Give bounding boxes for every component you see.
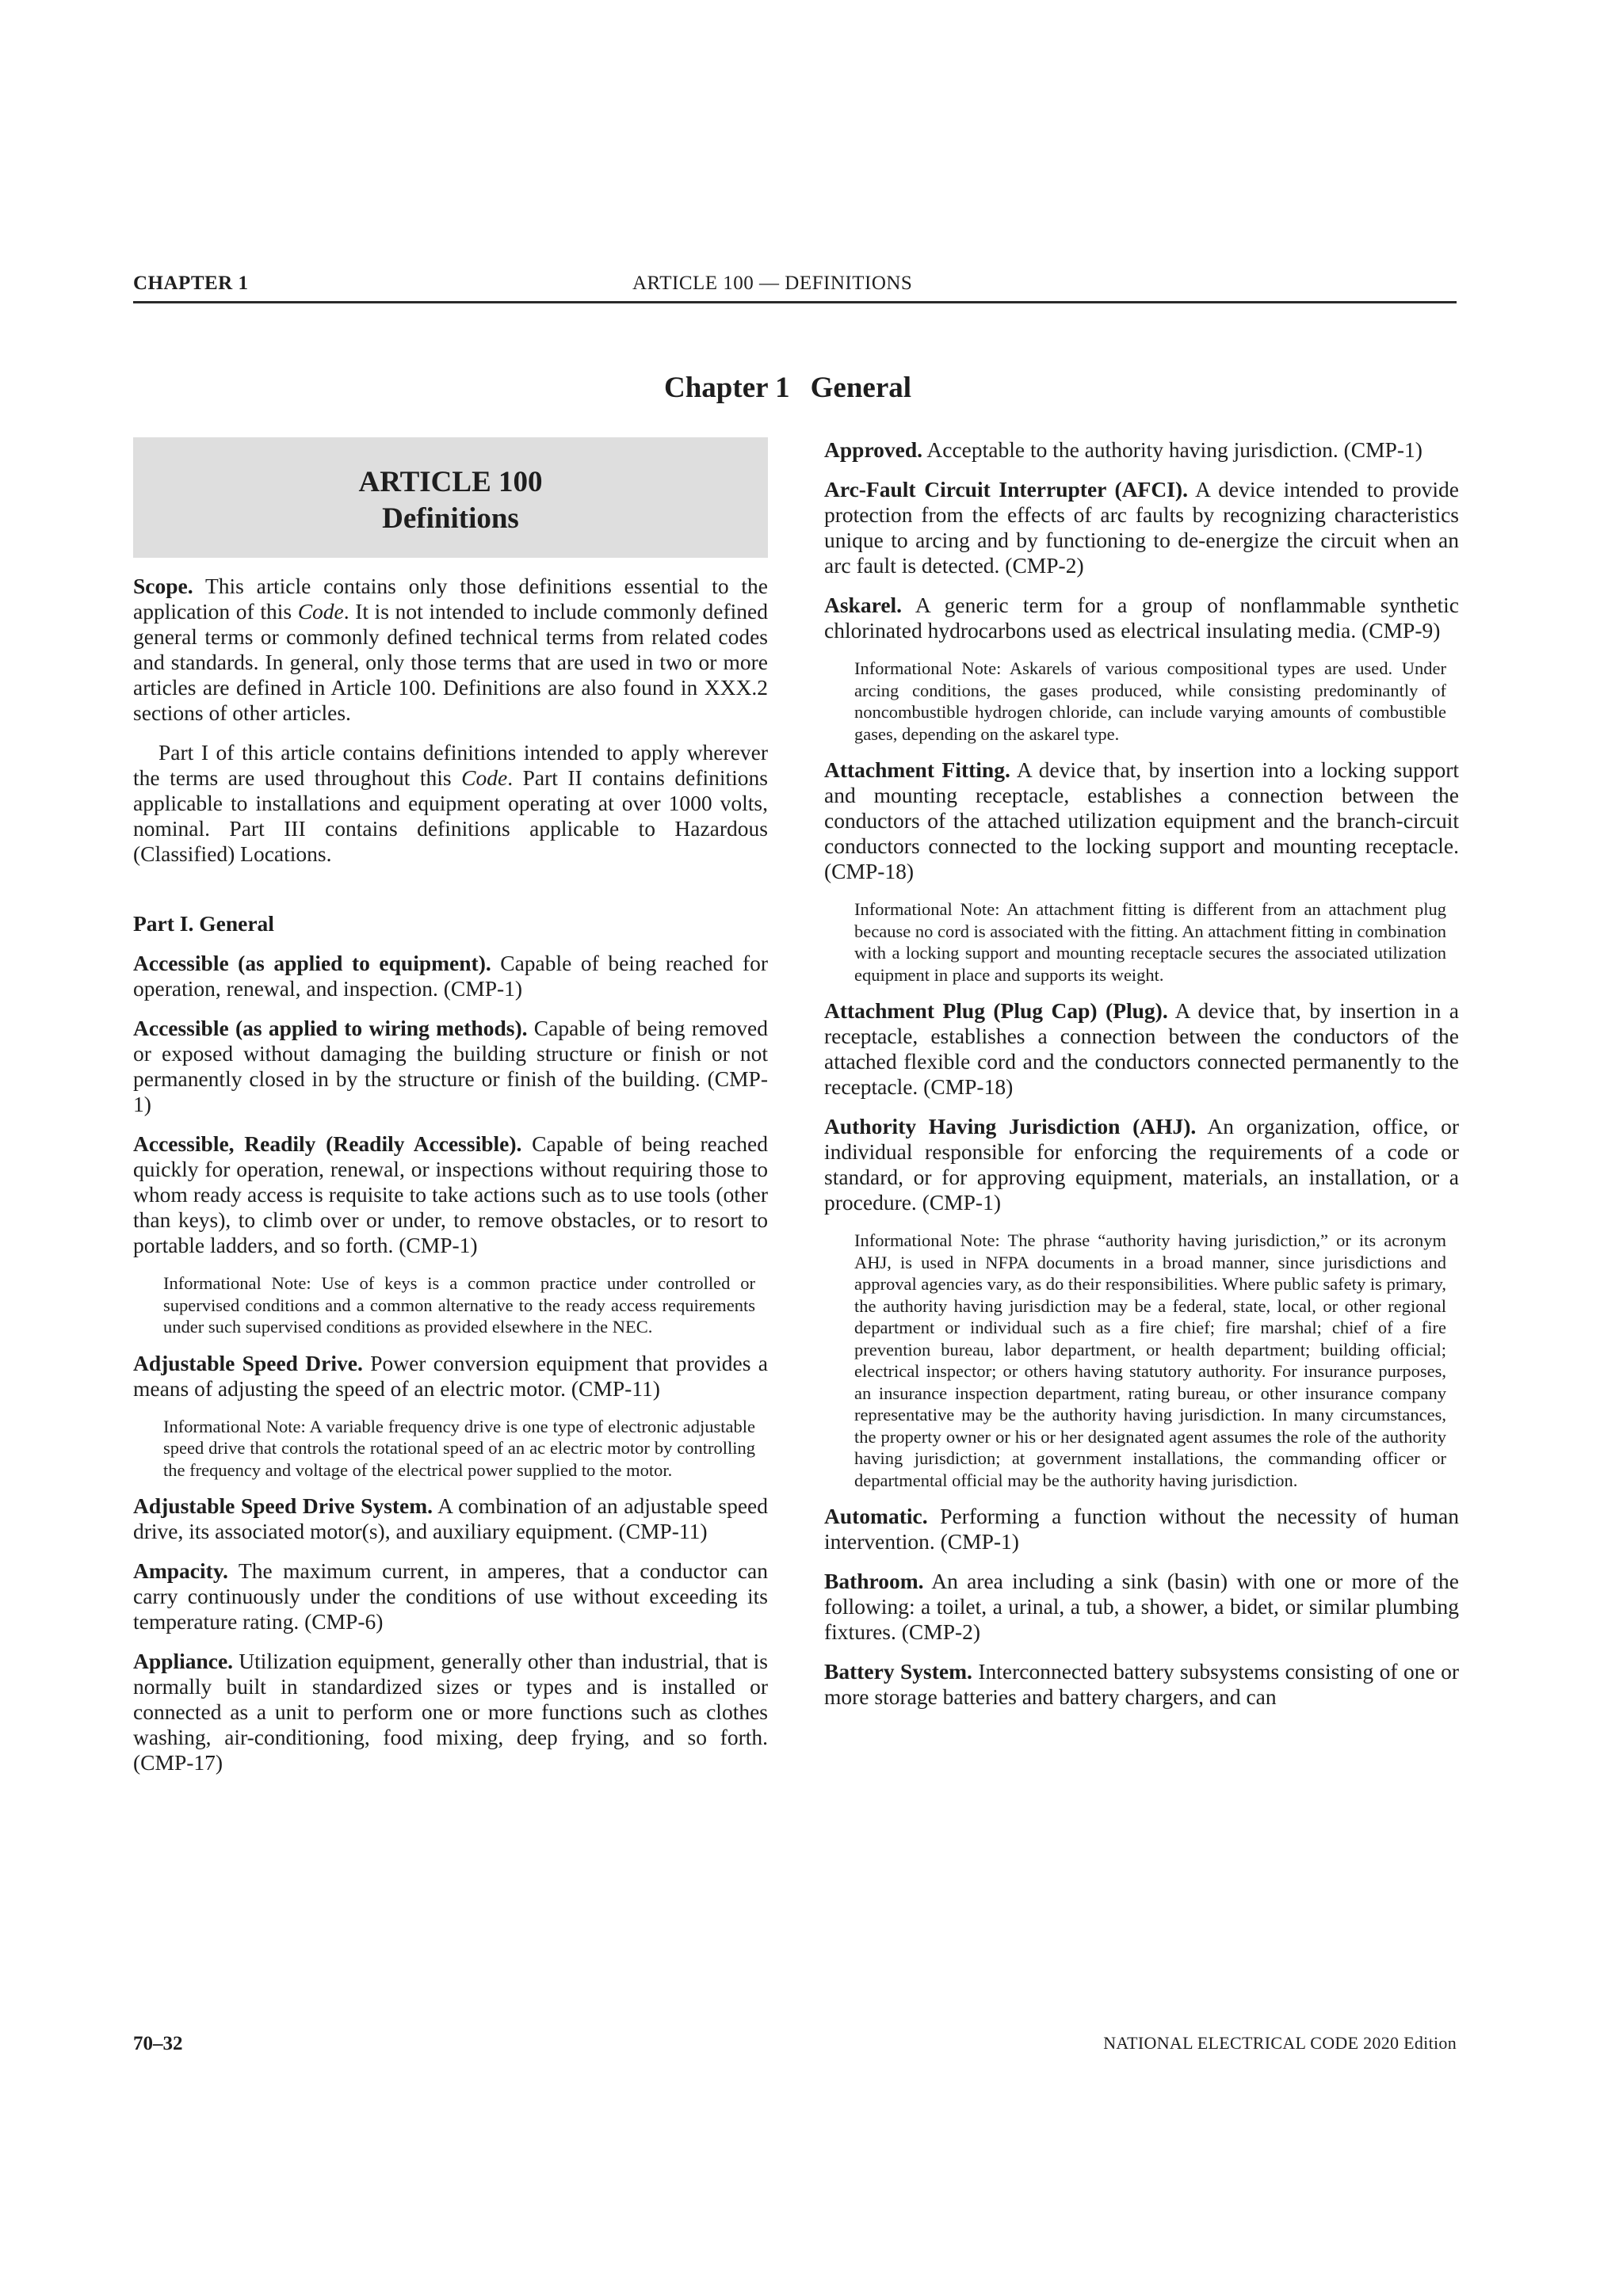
definition-entry bbox=[133, 1649, 768, 1775]
definition-entry bbox=[824, 437, 1459, 463]
part-heading: Part I. General bbox=[133, 911, 274, 936]
definition-text: Capable of being reached for operation, renewal, and inspection. (CMP-1) bbox=[133, 951, 769, 1001]
definition-entry bbox=[133, 1016, 768, 1117]
definition-text: Interconnected battery subsystems consisting of one or more storage batteries and battery chargers, and can bbox=[824, 1659, 1459, 1709]
definition-entry bbox=[824, 477, 1459, 578]
right-definitions-list bbox=[824, 437, 1459, 1710]
definition-entry bbox=[824, 998, 1459, 1100]
definition-term: Attachment Plug (Plug Cap) (Plug). bbox=[824, 998, 1168, 1023]
definition-text: Capable of being reached quickly for operation, renewal, or inspections without requiring those to whom ready access is requisite to take actions such as to use tools (other than keys), to climb over or under, to remove obstacles, or to resort to portable ladders, and so forth. (CMP-1) bbox=[133, 1131, 768, 1257]
definition-entry bbox=[824, 1504, 1459, 1554]
definition-entry bbox=[824, 1569, 1459, 1645]
definition-entry bbox=[133, 1131, 768, 1258]
definition-term: Appliance. bbox=[133, 1649, 234, 1673]
parts-paragraph bbox=[133, 740, 768, 867]
definition-entry bbox=[824, 1659, 1459, 1710]
definition-entry bbox=[824, 593, 1459, 643]
definition-text: A device intended to provide protection from the effects of arc faults by recognizing characteristics unique to arcing and by functioning to de-energize the circuit when an arc fault is detected. (CMP-2) bbox=[824, 477, 1460, 578]
definition-term: Attachment Fitting. bbox=[824, 757, 1010, 782]
definition-term: Approved. bbox=[824, 437, 923, 462]
left-column bbox=[133, 437, 768, 1790]
definition-text: Power conversion equipment that provides a means of adjusting the speed of an electric motor. (CMP-11) bbox=[133, 1350, 768, 1401]
parts-text-b: . Part II contains definitions applicable to installations and equipment operating at over 1000 volts, nominal. Part III contains definitions applicable to Hazardous (Classified) Locations. bbox=[133, 765, 768, 866]
informational-note: Informational Note: Use of keys is a common practice under controlled or supervised conditions and a common alternative to the ready access requirements under such supervised conditions as provided elsewhere in the NEC. bbox=[163, 1273, 755, 1337]
definition-text: A generic term for a group of nonflammable synthetic chlorinated hydrocarbons used as electrical insulating media. (CMP-9) bbox=[824, 593, 1459, 643]
article-name: Definitions bbox=[382, 502, 519, 535]
edition-label: NATIONAL ELECTRICAL CODE 2020 Edition bbox=[1103, 2033, 1457, 2053]
definition-entry bbox=[133, 1351, 768, 1402]
definition-term: Adjustable Speed Drive System. bbox=[133, 1493, 433, 1518]
definition-term: Battery System. bbox=[824, 1659, 972, 1684]
definition-term: Ampacity. bbox=[133, 1558, 228, 1583]
header-chapter: CHAPTER 1 bbox=[133, 273, 249, 294]
chapter-name: General bbox=[810, 372, 912, 404]
definition-text: A device that, by insertion in a receptacle, establishes a connection between the conductors of the attached flexible cord and the conductors connected permanently to the receptacle. (CMP-18) bbox=[824, 998, 1459, 1099]
scope-text-a: This article contains only those definitions essential to the application of this bbox=[133, 574, 768, 624]
definition-entry bbox=[133, 951, 768, 1001]
definition-text: A combination of an adjustable speed drive, its associated motor(s), and auxiliary equipment. (CMP-11) bbox=[133, 1493, 768, 1543]
definition-term: Accessible (as applied to equipment). bbox=[133, 951, 491, 975]
running-header bbox=[133, 269, 1457, 303]
definition-text: An organization, office, or individual responsible for enforcing the requirements of a code or standard, or for approving equipment, materials, an installation, or a procedure. (CMP-1) bbox=[824, 1114, 1459, 1215]
scope-paragraph bbox=[133, 574, 768, 726]
definition-term: Bathroom. bbox=[824, 1569, 924, 1593]
chapter-title bbox=[664, 371, 911, 405]
definition-text: The maximum current, in amperes, that a conductor can carry continuously under the conditions of use without exceeding its temperature rating. (CMP-6) bbox=[133, 1558, 768, 1634]
definition-term: Authority Having Jurisdiction (AHJ). bbox=[824, 1114, 1197, 1138]
code-italic: Code bbox=[297, 599, 344, 624]
definition-entry bbox=[824, 757, 1459, 884]
parts-text-a: Part I of this article contains definitions intended to apply wherever the terms are used throughout this bbox=[133, 740, 768, 790]
header-article-title: ARTICLE 100 — DEFINITIONS bbox=[632, 273, 913, 294]
scope-text-b: . It is not intended to include commonly defined general terms or commonly defined technical terms from related codes and standards. In general, only those terms that are used in two or more articles are defined in Article 100. Definitions are also found in XXX.2 sections of other articles. bbox=[133, 599, 768, 725]
definition-text: An area including a sink (basin) with one or more of the following: a toilet, a urinal, a tub, a shower, a bidet, or similar plumbing fixtures. (CMP-2) bbox=[824, 1569, 1459, 1644]
definition-term: Automatic. bbox=[824, 1504, 928, 1528]
informational-note: Informational Note: A variable frequency drive is one type of electronic adjustable speed drive that controls the rotational speed of an ac electric motor by controlling the frequency and voltage of the electrical power supplied to the motor. bbox=[163, 1416, 755, 1480]
definition-term: Accessible, Readily (Readily Accessible). bbox=[133, 1131, 522, 1156]
left-definitions-list bbox=[133, 951, 768, 1775]
definition-text: A device that, by insertion into a locking support and mounting receptacle, establishes a connection between the conductors of the attached utilization equipment and the branch-circuit conductors connected to the locking support and mounting receptacle. (CMP-18) bbox=[824, 757, 1460, 883]
informational-note: Informational Note: Askarels of various compositional types are used. Under arcing conditions, the gases produced, while consisting predominantly of noncombustible hydrogen chloride, can include varying amounts of combustible gases, depending on the askarel type. bbox=[854, 658, 1446, 744]
article-title-box bbox=[133, 437, 768, 558]
informational-note: Informational Note: The phrase “authority having jurisdiction,” or its acronym AHJ, is used in NFPA documents in a broad manner, since jurisdictions and approval agencies vary, as do their responsibilities. Where public safety is primary, the authority having jurisdiction may be a federal, state, local, or other regional department or individual such as a fire chief; fire marshal; chief of a fire prevention bureau, labor department, or health department; building official; electrical inspector; or others having statutory authority. For insurance purposes, an insurance inspection department, rating bureau, or other insurance company representative may be the authority having jurisdiction. In many circumstances, the property owner or his or her designated agent assumes the role of the authority having jurisdiction; at government installations, the commanding officer or departmental official may be the authority having jurisdiction. bbox=[854, 1230, 1446, 1490]
definition-text: Capable of being removed or exposed without damaging the building structure or finish or not permanently closed in by the structure or finish of the building. (CMP-1) bbox=[133, 1016, 768, 1116]
chapter-number: Chapter 1 bbox=[664, 372, 790, 404]
scope-term: Scope. bbox=[133, 574, 193, 598]
right-column bbox=[824, 437, 1459, 1724]
definition-text: Utilization equipment, generally other than industrial, that is normally built in standardized sizes or types and is installed or connected as a unit to perform one or more functions such as clothes washing, air-conditioning, food mixing, deep frying, and so forth. (CMP-17) bbox=[133, 1649, 768, 1775]
definition-text: Performing a function without the necessity of human intervention. (CMP-1) bbox=[824, 1504, 1459, 1554]
informational-note: Informational Note: An attachment fitting is different from an attachment plug because no cord is associated with the fitting. An attachment fitting in combination with a locking support and mounting receptacle secures the associated utilization equipment in place and supports its weight. bbox=[854, 899, 1446, 985]
definition-entry bbox=[133, 1558, 768, 1634]
definition-text: Acceptable to the authority having jurisdiction. (CMP-1) bbox=[922, 437, 1423, 462]
definition-term: Arc-Fault Circuit Interrupter (AFCI). bbox=[824, 477, 1188, 502]
code-italic: Code bbox=[461, 765, 508, 790]
article-number: ARTICLE 100 bbox=[358, 466, 543, 498]
definition-term: Askarel. bbox=[824, 593, 903, 617]
definition-term: Accessible (as applied to wiring methods). bbox=[133, 1016, 528, 1040]
definition-entry bbox=[133, 1493, 768, 1544]
page-number: 70–32 bbox=[133, 2033, 183, 2054]
running-footer bbox=[133, 2033, 1457, 2060]
definition-entry bbox=[824, 1114, 1459, 1215]
definition-term: Adjustable Speed Drive. bbox=[133, 1350, 363, 1375]
